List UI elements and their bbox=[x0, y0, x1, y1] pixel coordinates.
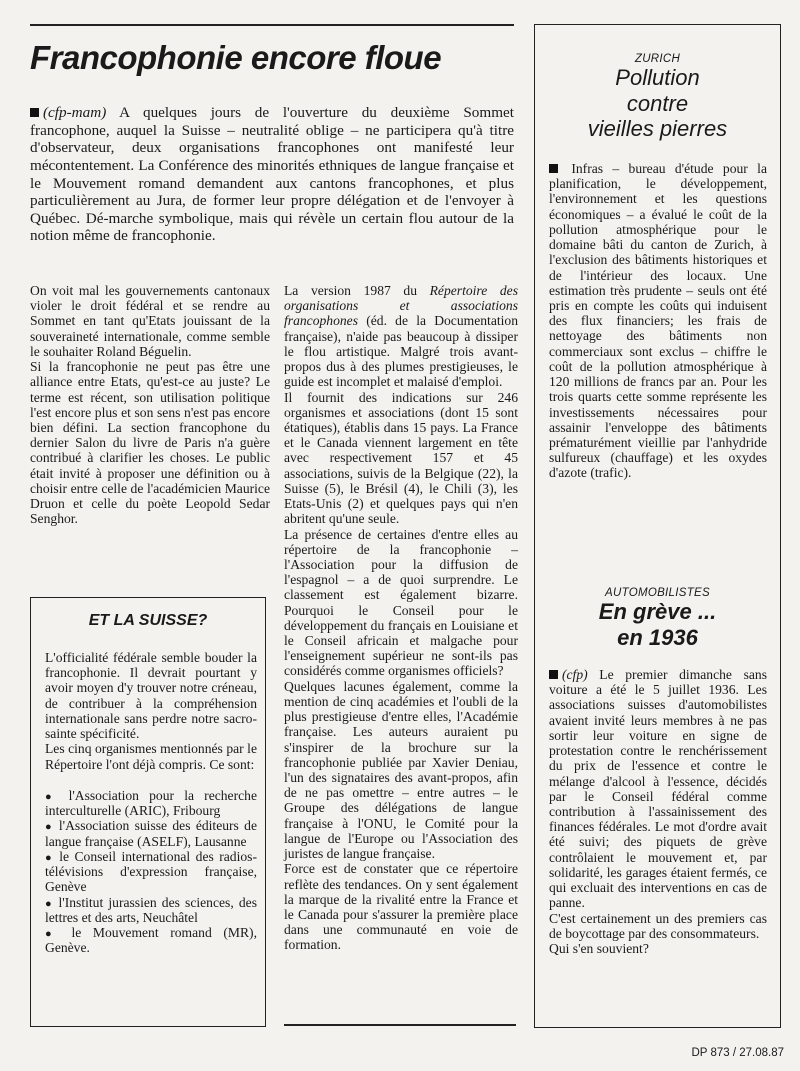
book-title: Répertoire des organisations et associations francophones bbox=[284, 283, 518, 329]
zurich-body: Infras – bureau d'étude pour la planification, le développement, l'environnement et les questions économiques – a évalué le coût de la pollution atmosphérique pour le domaine bâti du canton de Zurich, à l'exclusion des bâtiments historiques et de l'intérieur des locaux. Une estimation très prudente – seuls ont été pris en compte les coûts qui induisent des flux financiers; les frais de nettoyage des bâtiments non commerciaux sont exclus – chiffre le coût de la pollution atmosphérique à 120 millions de francs par an. Pour les trois quarts cette somme représente les investissements nécessaires pour assainir l'enveloppe des bâtiments prématurément vieillie par l'anhydride sulfureux (chauffage) et les oxydes d'azote (trafic). bbox=[549, 161, 767, 481]
sidebar-title: ET LA SUISSE? bbox=[88, 612, 208, 629]
automobilistes-text bbox=[549, 667, 767, 956]
zurich-kicker: ZURICH bbox=[634, 53, 681, 65]
paragraph: C'est certainement un des premiers cas de boycottage par des consommateurs. bbox=[549, 910, 767, 941]
zurich-title-line: vieilles pierres bbox=[587, 116, 728, 142]
issue-code: DP 873 / 27.08.87 bbox=[691, 1047, 784, 1059]
text-segment: (éd. de la Documentation française), n'aide pas beaucoup à dissiper le flou artistique. Malgré trois avant-propos dus à des plumes prestigieuses, le guide est incomplet et malaisé d'emploi. bbox=[284, 313, 518, 390]
list-item bbox=[45, 925, 257, 956]
organisation-list bbox=[45, 788, 257, 956]
paragraph: Quelques lacunes également, comme la mention de cinq académies et l'oubli de la plus prestigieuse d'entre elles, l'Académie française. Les auteurs auraient pu s'inspirer de la brochure sur la francophonie publiée par Xavier Deniau, l'un des signataires des avant-propos, afin de ne pas omettre – entre autres – le Groupe des délégations de langue française à l'ONU, le Comité pour la langue de l'Europe ou l'Association des juristes de langue française. bbox=[284, 678, 518, 862]
paragraph: Les cinq organismes mentionnés par le Répertoire l'ont déjà compris. Ce sont: bbox=[45, 741, 257, 772]
bullet-icon: ● bbox=[45, 851, 54, 864]
lead-byline: (cfp-mam) bbox=[43, 104, 107, 121]
bullet-icon: ● bbox=[45, 790, 59, 803]
automobilistes-byline: (cfp) bbox=[562, 667, 588, 682]
square-bullet-icon bbox=[549, 670, 558, 679]
list-item bbox=[45, 788, 257, 819]
automobilistes-body: Le premier dimanche sans voiture a été le 5 juillet 1936. Les associations suisses d'automobilistes avaient invité leurs membres à ne pas sortir leur voiture en signe de protestation contre le renchérissement du prix de l'essence et contre le mélange d'alcool à l'essence, décidés par le Conseil fédéral comme contribution à l'assainissement des finances fédérales. Le mot d'ordre avait été suivi; des piquets de grève contrôlaient le mouvement et, par solidarité, les garages étaient fermés, ce qui excluait des interventions en cas de panne. bbox=[549, 667, 767, 911]
list-item-text: l'Institut jurassien des sciences, des lettres et des arts, Neuchâtel bbox=[45, 894, 257, 925]
list-item-text: l'Association pour la recherche interculturelle (ARIC), Fribourg bbox=[45, 787, 257, 819]
zurich-title-line: contre bbox=[626, 90, 689, 116]
paragraph: Si la francophonie ne peut pas être une alliance entre Etats, qu'est-ce au juste? Le terme est récent, son utilisation politique l'est encore plus et son sens n'est pas encore bien défini. La section francophone du dernier Salon du livre de Paris n'a guère contribué à clarifier les choses. Le public était invité à proposer une définition ou à choisir entre celle de l'académicien Maurice Druon et celle du poète Leopold Sedar Senghor. bbox=[30, 359, 270, 527]
list-item bbox=[45, 895, 257, 926]
list-item bbox=[45, 849, 257, 895]
list-item bbox=[45, 818, 257, 849]
automobilistes-kicker: AUTOMOBILISTES bbox=[605, 587, 710, 599]
zurich-title-line: Pollution bbox=[615, 65, 700, 90]
bullet-icon: ● bbox=[45, 928, 60, 941]
bullet-icon: ● bbox=[45, 821, 54, 834]
automobilistes-header bbox=[535, 587, 780, 650]
article-headline: Francophonie encore floue bbox=[30, 39, 442, 76]
square-bullet-icon bbox=[30, 108, 39, 117]
lead-text: A quelques jours de l'ouverture du deuxième Sommet francophone, auquel la Suisse – neutralité oblige – ne participera qu'à titre d'observateur, deux organisations francophones ont manifesté leur mécontentement. La Conférence des minorités ethniques de langue française et le Mouvement romand demandent aux cantons francophones, et plus particulièrement au Jura, de former leur propre délégation et de l'envoyer à Québec. Dé-marche symbolique, mais qui révèle un certain flou autour de la notion même de francophonie. bbox=[30, 104, 514, 245]
column-end-rule bbox=[284, 1024, 516, 1026]
bullet-icon: ● bbox=[45, 897, 54, 910]
zurich-text bbox=[549, 161, 767, 481]
list-item-text: le Conseil international des radios-télévisions d'expression française, Genève bbox=[45, 848, 257, 895]
paragraph bbox=[284, 283, 518, 390]
text-segment: La version 1987 du bbox=[284, 283, 430, 298]
paragraph bbox=[549, 667, 767, 911]
square-bullet-icon bbox=[549, 164, 558, 173]
top-rule bbox=[30, 24, 514, 26]
paragraph: Il fournit des indications sur 246 organismes et associations (dont 15 sont étatiques), établis dans 15 pays. La France et le Canada viennent largement en tête avec respectivement 157 et 45 associations, suivis de la Belgique (22), la Suisse (5), le Brésil (4), le Chili (3), les Etats-Unis (2) et quelques pays qui n'en abritent qu'une seule. bbox=[284, 389, 518, 527]
list-item-text: l'Association suisse des éditeurs de langue française (ASELF), Lausanne bbox=[45, 818, 257, 849]
paragraph: La présence de certaines d'entre elles au répertoire de la francophonie – l'Association pour la diffusion de l'espagnol – a de quoi surprendre. Le classement est également bizarre. Pourquoi le Conseil pour le développement du français en Louisiane et le Conseil africain et malgache pour l'enseignement supérieur ne sont-ils pas considérés comme organismes officiels? bbox=[284, 526, 518, 679]
paragraph: Force est de constater que ce répertoire reflète des tendances. On y sent également la marque de la rivalité entre la France et le Canada pour s'assurer la première place dans une communauté en voie de formation. bbox=[284, 861, 518, 953]
zurich-header bbox=[535, 53, 780, 142]
article-column-1 bbox=[30, 283, 270, 527]
article-column-2 bbox=[284, 283, 518, 953]
sidebar-body bbox=[45, 650, 257, 956]
right-news-column bbox=[534, 24, 781, 1028]
automobilistes-title-line: en 1936 bbox=[617, 624, 698, 650]
paragraph: L'officialité fédérale semble bouder la francophonie. Il devrait pourtant y avoir moyen d'y trouver notre créneau, de contribuer à la compréhension internationale sans perdre notre sacro-sainte spécificité. bbox=[45, 650, 257, 742]
list-item-text: le Mouvement romand (MR), Genève. bbox=[45, 925, 257, 956]
sidebar-et-la-suisse bbox=[30, 597, 266, 1027]
automobilistes-title-line: En grève ... bbox=[598, 599, 717, 624]
paragraph: Qui s'en souvient? bbox=[549, 940, 649, 956]
article-lead bbox=[30, 104, 514, 245]
paragraph: On voit mal les gouvernements cantonaux violer le droit fédéral et se rendre au Sommet en tant qu'Etats jouissant de la souveraineté internationale, comme semble le souhaiter Roland Béguelin. bbox=[30, 283, 270, 359]
